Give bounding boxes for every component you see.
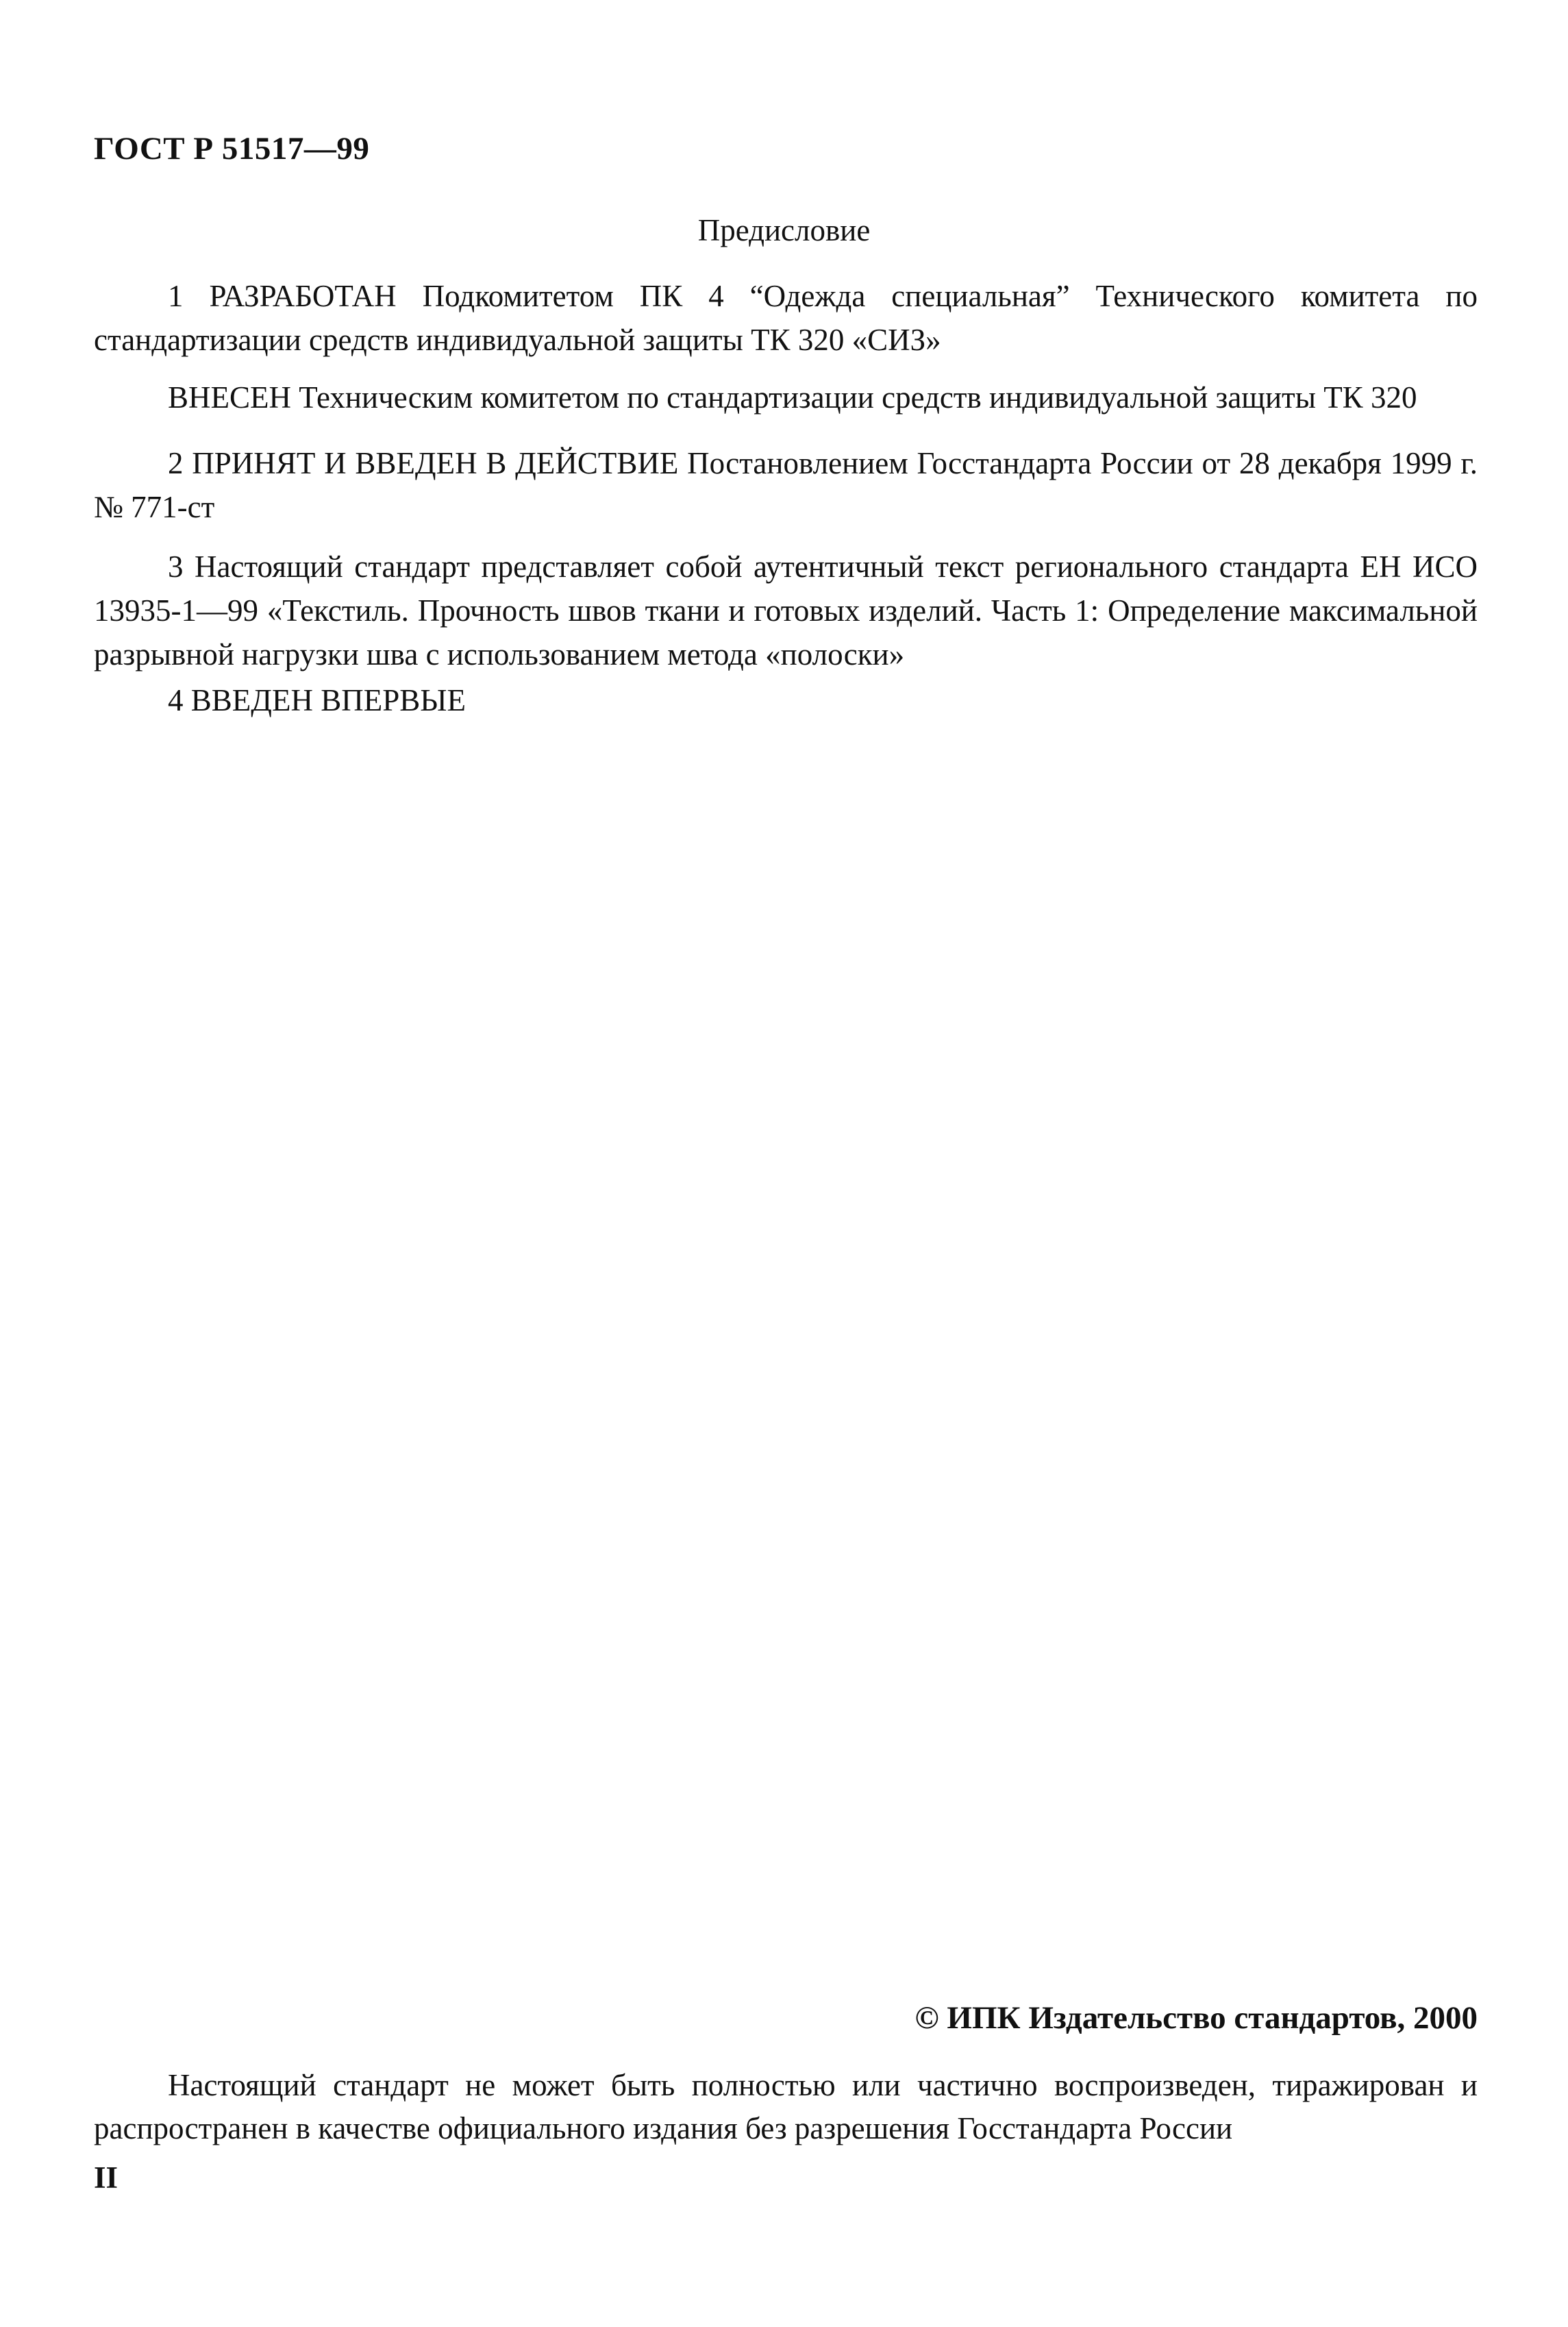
section-title: Предисловие — [697, 213, 871, 247]
reproduction-notice: Настоящий стандарт не может быть полностью или частично воспроизведен, тиражирован и распространен в качестве официального издания без разрешения Госстандарта России — [94, 2068, 1478, 2145]
paragraph-introduced-by: ВНЕСЕН Техническим комитетом по стандартизации средств индивидуальной защиты ТК 320 — [168, 380, 1417, 415]
document-code-header: ГОСТ Р 51517—99 — [94, 131, 370, 167]
copyright-line: © ИПК Издательство стандартов, 2000 — [914, 2000, 1478, 2036]
paragraph-developed-by: 1 РАЗРАБОТАН Подкомитетом ПК 4 “Одежда специальная” Технического комитета по стандартизации средств индивидуальной защиты ТК 320 «СИЗ» — [94, 279, 1478, 357]
paragraph-adopted: 2 ПРИНЯТ И ВВЕДЕН В ДЕЙСТВИЕ Постановлением Госстандарта России от 28 декабря 1999 г. № 771-ст — [94, 446, 1478, 524]
paragraph-first-introduced: 4 ВВЕДЕН ВПЕРВЫЕ — [168, 683, 466, 717]
page-number: II — [94, 2160, 119, 2195]
paragraph-authentic-text: 3 Настоящий стандарт представляет собой аутентичный текст регионального стандарта ЕН ИСО 13935-1—99 «Текстиль. Прочность швов ткани и готовых изделий. Часть 1: Определение максимальной разрывной нагрузки шва с использованием метода «полоски» — [94, 550, 1478, 672]
